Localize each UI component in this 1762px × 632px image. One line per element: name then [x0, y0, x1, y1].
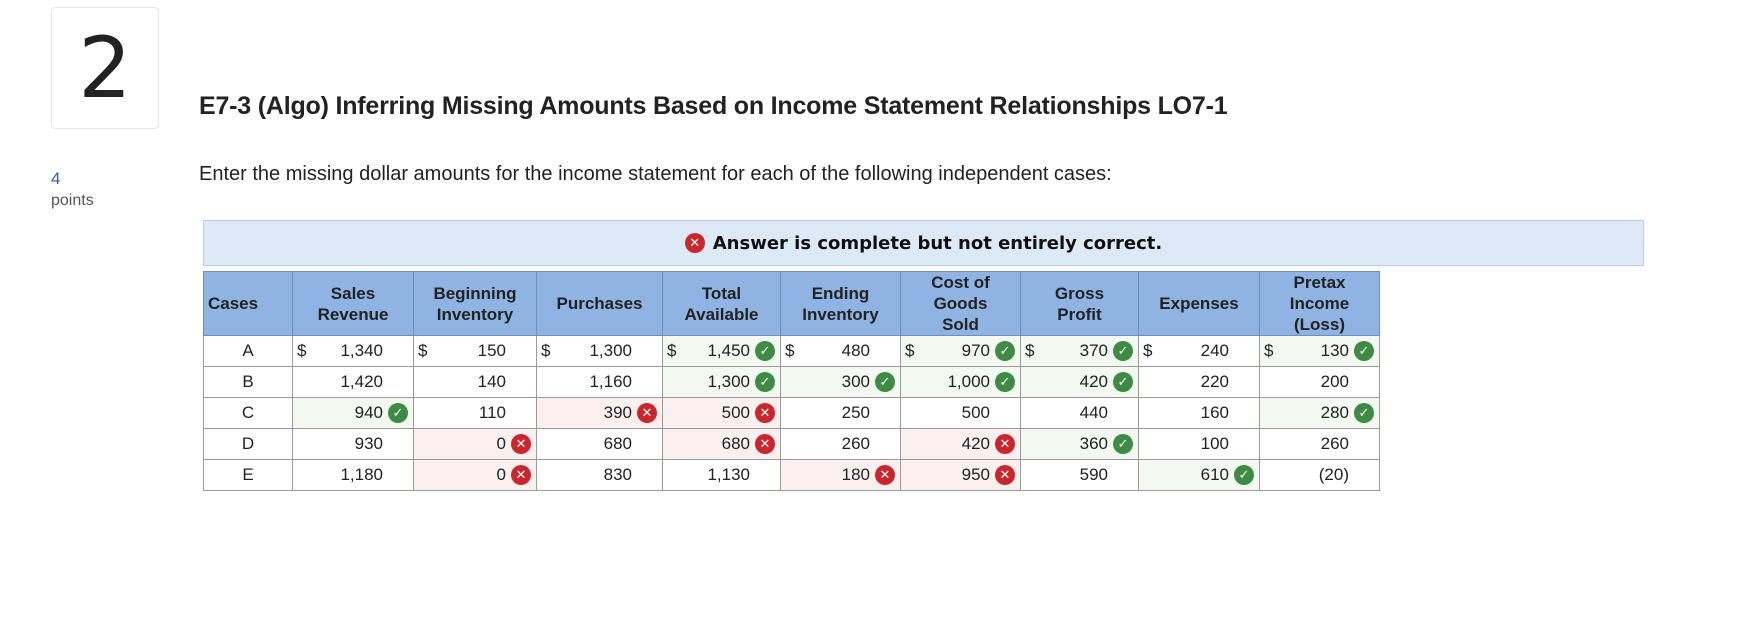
- cell-cost-of-goods-sold[interactable]: [901, 398, 1021, 429]
- cell-content: [901, 336, 1020, 366]
- cell-value: 0: [496, 465, 506, 484]
- header-cases: Cases: [204, 272, 293, 336]
- x-circle-icon: ✕: [511, 465, 531, 485]
- cell-content: [1260, 460, 1379, 490]
- check-circle-icon: [754, 372, 776, 392]
- x-circle-icon: ✕: [995, 465, 1015, 485]
- cell-sales-revenue[interactable]: [293, 429, 414, 460]
- cell-value: 610: [1200, 465, 1229, 484]
- check-circle-icon: [754, 341, 776, 361]
- header-ending-inventory: [781, 272, 901, 336]
- header-cost-of-goods-sold: [901, 272, 1021, 336]
- cell-content: [781, 460, 900, 490]
- header-gross-profit: [1021, 272, 1139, 336]
- cell-value: 180: [841, 465, 870, 484]
- check-circle-icon: ✓: [875, 372, 895, 392]
- cell-value: 480: [841, 341, 870, 360]
- check-circle-icon: [1112, 341, 1134, 361]
- points-value: 4: [51, 169, 61, 188]
- cell-value: 1,160: [589, 372, 632, 391]
- check-circle-icon: ✓: [1234, 465, 1254, 485]
- check-circle-icon: [1353, 341, 1375, 361]
- cell-value: 130: [1320, 341, 1349, 360]
- cell-purchases[interactable]: [537, 367, 663, 398]
- points-label: points: [51, 192, 94, 209]
- x-circle-icon: ✕: [685, 233, 705, 253]
- cell-value: 110: [478, 403, 506, 422]
- cell-value: 930: [354, 434, 383, 453]
- header-line: Ending: [811, 283, 870, 303]
- cell-content: [414, 429, 536, 459]
- cell-content: [293, 429, 413, 459]
- cell-sales-revenue[interactable]: [293, 336, 414, 367]
- cell-content: [901, 460, 1020, 490]
- cell-ending-inventory[interactable]: [781, 398, 901, 429]
- cell-content: [1139, 336, 1259, 366]
- cell-ending-inventory[interactable]: [781, 367, 901, 398]
- cell-value: 680: [721, 434, 750, 453]
- cell-purchases[interactable]: [537, 460, 663, 491]
- table-row: [204, 398, 1380, 429]
- cell-purchases[interactable]: [537, 336, 663, 367]
- cell-beginning-inventory[interactable]: [414, 367, 537, 398]
- cell-value: 1,130: [707, 465, 750, 484]
- income-statement-table: [203, 271, 1380, 491]
- x-circle-icon: [994, 434, 1016, 454]
- cell-value: 590: [1079, 465, 1108, 484]
- dollar-sign: $: [297, 341, 307, 360]
- cell-expenses[interactable]: [1139, 336, 1260, 367]
- cell-value: 500: [721, 403, 750, 422]
- cell-content: [781, 336, 900, 366]
- dollar-sign: $: [1264, 341, 1274, 360]
- header-line: Sold: [942, 315, 979, 334]
- cell-content: [663, 336, 780, 366]
- cell-expenses[interactable]: [1139, 367, 1260, 398]
- case-label: E: [204, 460, 293, 491]
- dollar-sign: $: [1143, 341, 1153, 360]
- cell-cost-of-goods-sold[interactable]: [901, 367, 1021, 398]
- cell-content: [1021, 398, 1138, 428]
- cell-content: [537, 460, 662, 490]
- x-circle-icon: [754, 403, 776, 423]
- cell-value: 940: [354, 403, 383, 422]
- dollar-sign: $: [541, 341, 551, 360]
- cell-gross-profit[interactable]: [1021, 398, 1139, 429]
- cell-sales-revenue[interactable]: [293, 398, 414, 429]
- cell-ending-inventory[interactable]: [781, 429, 901, 460]
- x-circle-icon: [510, 465, 532, 485]
- cell-beginning-inventory[interactable]: [414, 429, 537, 460]
- cell-content: [414, 367, 536, 397]
- cell-content: [663, 429, 780, 459]
- check-circle-icon: [994, 372, 1016, 392]
- header-line: Income: [1289, 294, 1350, 313]
- cell-total-available[interactable]: [663, 336, 781, 367]
- header-pretax-income: [1260, 272, 1380, 336]
- x-circle-icon: [994, 465, 1016, 485]
- header-expenses: Expenses: [1139, 272, 1260, 336]
- header-sales-revenue: [293, 272, 414, 336]
- x-circle-icon: ✕: [755, 434, 775, 454]
- header-line: Inventory: [436, 304, 514, 324]
- cell-content: [293, 460, 413, 490]
- cell-content: [781, 367, 900, 397]
- header-line: Available: [684, 304, 759, 324]
- cell-value: 390: [603, 403, 632, 422]
- cell-value: 150: [477, 341, 506, 360]
- cell-content: [781, 398, 900, 428]
- cell-value: 680: [603, 434, 632, 453]
- check-circle-icon: [387, 403, 409, 423]
- x-circle-icon: ✕: [995, 434, 1015, 454]
- cell-gross-profit[interactable]: [1021, 367, 1139, 398]
- cell-content: [1021, 460, 1138, 490]
- check-circle-icon: ✓: [755, 341, 775, 361]
- cell-total-available[interactable]: [663, 367, 781, 398]
- x-circle-icon: ✕: [755, 403, 775, 423]
- banner-text: Answer is complete but not entirely correct.: [712, 232, 1163, 254]
- cell-value: 420: [961, 434, 990, 453]
- check-circle-icon: ✓: [755, 372, 775, 392]
- cell-value: 360: [1079, 434, 1108, 453]
- cell-content: [781, 429, 900, 459]
- cell-beginning-inventory[interactable]: [414, 398, 537, 429]
- question-title: E7-3 (Algo) Inferring Missing Amounts Based on Income Statement Relationships LO7-1: [199, 92, 1228, 120]
- cell-cost-of-goods-sold[interactable]: [901, 429, 1021, 460]
- table-row: [204, 460, 1380, 491]
- cell-content: [414, 398, 536, 428]
- cell-pretax-income[interactable]: [1260, 336, 1380, 367]
- cell-content: [1260, 336, 1379, 366]
- cell-content: [293, 336, 413, 366]
- cell-content: [1021, 429, 1138, 459]
- table-header-row: [204, 272, 1380, 336]
- case-label: A: [204, 336, 293, 367]
- check-circle-icon: ✓: [1113, 434, 1133, 454]
- cell-content: [663, 398, 780, 428]
- cell-cost-of-goods-sold[interactable]: [901, 460, 1021, 491]
- cell-sales-revenue[interactable]: [293, 367, 414, 398]
- header-line: Goods: [933, 294, 988, 313]
- cell-gross-profit[interactable]: [1021, 429, 1139, 460]
- table-body: [204, 336, 1380, 491]
- cell-value: 140: [477, 372, 506, 391]
- check-circle-icon: [1233, 465, 1255, 485]
- cell-content: [901, 398, 1020, 428]
- cell-purchases[interactable]: [537, 398, 663, 429]
- x-circle-icon: ✕: [875, 465, 895, 485]
- cell-content: [537, 367, 662, 397]
- cell-value: 970: [961, 341, 990, 360]
- case-label: D: [204, 429, 293, 460]
- cell-pretax-income[interactable]: [1260, 398, 1380, 429]
- cell-content: [293, 398, 413, 428]
- x-circle-icon: ✕: [511, 434, 531, 454]
- cell-expenses[interactable]: [1139, 398, 1260, 429]
- cell-content: [537, 398, 662, 428]
- cell-content: [1139, 367, 1259, 397]
- header-line: Inventory: [802, 304, 879, 324]
- cell-total-available[interactable]: [663, 460, 781, 491]
- header-line: (Loss): [1294, 315, 1345, 334]
- cell-pretax-income[interactable]: [1260, 367, 1380, 398]
- dollar-sign: $: [667, 341, 677, 360]
- cell-content: [1139, 429, 1259, 459]
- x-circle-icon: [754, 434, 776, 454]
- check-circle-icon: ✓: [1113, 372, 1133, 392]
- x-circle-icon: [874, 465, 896, 485]
- check-circle-icon: ✓: [1354, 341, 1374, 361]
- cell-content: [1139, 460, 1259, 490]
- check-circle-icon: ✓: [1113, 341, 1133, 361]
- cell-value: 240: [1200, 341, 1229, 360]
- cell-value: 220: [1200, 372, 1229, 391]
- cell-ending-inventory[interactable]: [781, 336, 901, 367]
- x-circle-icon: [510, 434, 532, 454]
- cell-content: [663, 367, 780, 397]
- cell-value: 420: [1079, 372, 1108, 391]
- cell-content: [901, 367, 1020, 397]
- cell-value: 250: [841, 403, 870, 422]
- cell-content: [1021, 367, 1138, 397]
- header-line: Cost of: [931, 273, 990, 292]
- table-row: [204, 429, 1380, 460]
- cell-content: [663, 460, 780, 490]
- cell-value: 160: [1200, 403, 1229, 422]
- cell-value: 260: [841, 434, 870, 453]
- cell-value: 1,180: [340, 465, 383, 484]
- check-circle-icon: [874, 372, 896, 392]
- header-beginning-inventory: [414, 272, 537, 336]
- cell-beginning-inventory[interactable]: [414, 460, 537, 491]
- header-line: Sales: [330, 283, 376, 303]
- cell-content: [1139, 398, 1259, 428]
- x-circle-icon: [636, 403, 658, 423]
- cell-total-available[interactable]: [663, 398, 781, 429]
- dollar-sign: $: [905, 341, 915, 360]
- cell-value: 260: [1320, 434, 1349, 453]
- question-number: 2: [51, 7, 159, 129]
- cell-content: [414, 336, 536, 366]
- dollar-sign: $: [1025, 341, 1035, 360]
- cell-content: [537, 429, 662, 459]
- cell-value: 1,000: [947, 372, 990, 391]
- header-line: Gross: [1054, 283, 1105, 303]
- cell-content: [1260, 429, 1379, 459]
- cell-value: 500: [961, 403, 990, 422]
- header-purchases: Purchases: [537, 272, 663, 336]
- case-label: C: [204, 398, 293, 429]
- cell-beginning-inventory[interactable]: [414, 336, 537, 367]
- cell-value: 200: [1320, 372, 1349, 391]
- cell-value: 300: [841, 372, 870, 391]
- points-block: [51, 168, 94, 212]
- cell-sales-revenue[interactable]: [293, 460, 414, 491]
- check-circle-icon: ✓: [995, 372, 1015, 392]
- table-row: [204, 367, 1380, 398]
- check-circle-icon: [1112, 372, 1134, 392]
- cell-value: 100: [1200, 434, 1229, 453]
- cell-gross-profit[interactable]: [1021, 336, 1139, 367]
- cell-total-available[interactable]: [663, 429, 781, 460]
- cell-purchases[interactable]: [537, 429, 663, 460]
- check-circle-icon: ✓: [995, 341, 1015, 361]
- check-circle-icon: ✓: [1354, 403, 1374, 423]
- cell-value: 950: [961, 465, 990, 484]
- cell-content: [901, 429, 1020, 459]
- x-circle-icon: ✕: [637, 403, 657, 423]
- cell-content: [1260, 398, 1379, 428]
- cell-value: 440: [1079, 403, 1108, 422]
- cell-expenses[interactable]: [1139, 429, 1260, 460]
- cell-value: 1,340: [340, 341, 383, 360]
- question-instructions: Enter the missing dollar amounts for the income statement for each of the following independent cases:: [199, 163, 1112, 185]
- cell-content: [1260, 367, 1379, 397]
- cell-value: 0: [496, 434, 506, 453]
- cell-value: 1,450: [707, 341, 750, 360]
- cell-pretax-income[interactable]: [1260, 429, 1380, 460]
- check-circle-icon: [1353, 403, 1375, 423]
- answer-status-banner: [203, 220, 1644, 266]
- cell-content: [293, 367, 413, 397]
- header-total-available: [663, 272, 781, 336]
- header-line: Total: [701, 283, 742, 303]
- cell-content: [537, 336, 662, 366]
- case-label: B: [204, 367, 293, 398]
- header-line: Profit: [1057, 304, 1102, 324]
- check-circle-icon: [1112, 434, 1134, 454]
- dollar-sign: $: [418, 341, 428, 360]
- table-row: [204, 336, 1380, 367]
- cell-content: [1021, 336, 1138, 366]
- cell-expenses[interactable]: [1139, 460, 1260, 491]
- header-line: Revenue: [317, 304, 389, 324]
- cell-value: 370: [1079, 341, 1108, 360]
- cell-value: 1,300: [589, 341, 632, 360]
- cell-value: 1,300: [707, 372, 750, 391]
- dollar-sign: $: [785, 341, 795, 360]
- cell-gross-profit[interactable]: [1021, 460, 1139, 491]
- check-circle-icon: ✓: [388, 403, 408, 423]
- header-line: Beginning: [433, 283, 517, 303]
- cell-value: 280: [1320, 403, 1349, 422]
- cell-ending-inventory[interactable]: [781, 460, 901, 491]
- cell-pretax-income[interactable]: [1260, 460, 1380, 491]
- cell-value: 1,420: [340, 372, 383, 391]
- check-circle-icon: [994, 341, 1016, 361]
- cell-cost-of-goods-sold[interactable]: [901, 336, 1021, 367]
- header-line: Pretax: [1293, 273, 1346, 292]
- cell-value: 830: [603, 465, 632, 484]
- cell-content: [414, 460, 536, 490]
- cell-value: (20): [1318, 465, 1349, 484]
